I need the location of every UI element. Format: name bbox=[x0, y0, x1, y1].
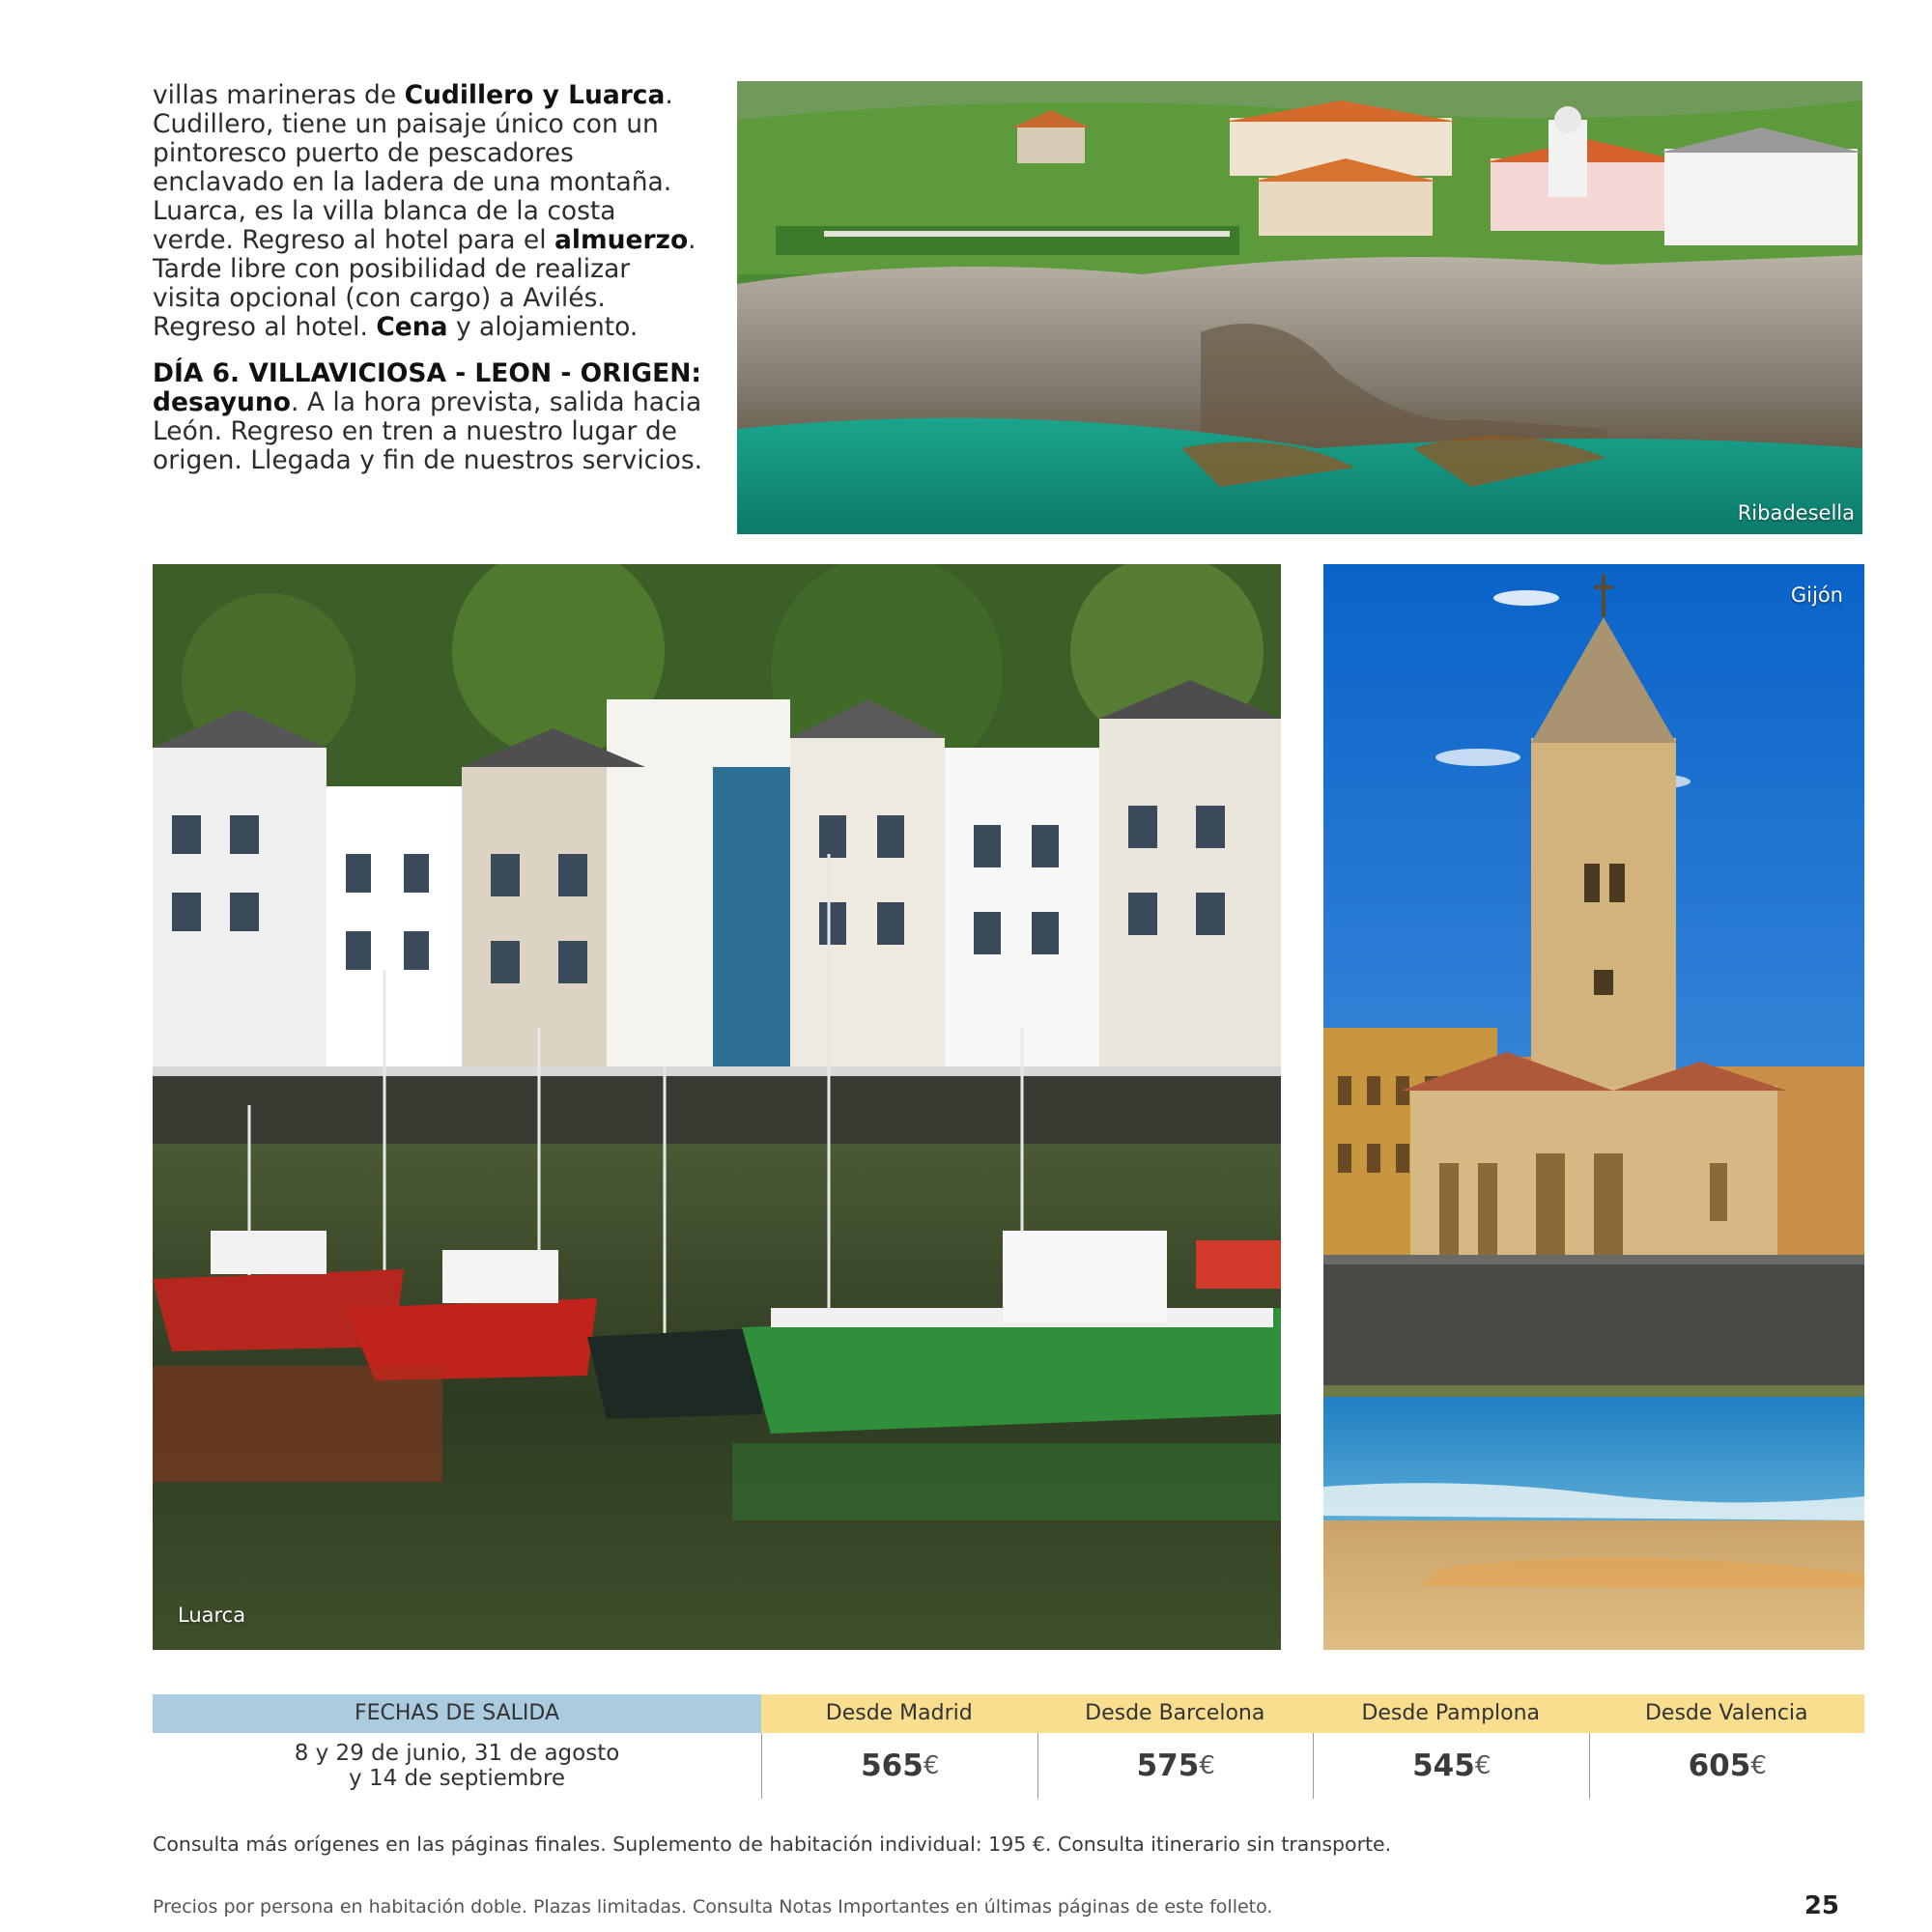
price-value: 565 bbox=[861, 1748, 923, 1783]
day6-paragraph bbox=[153, 359, 703, 475]
ribadesella-caption: Ribadesella bbox=[1737, 501, 1855, 525]
luarca-photo bbox=[153, 564, 1281, 1650]
departure-dates-line2: y 14 de septiembre bbox=[349, 1766, 565, 1791]
footer-disclaimer: Precios por persona en habitación doble. Plazas limitadas. Consulta Notas Importantes en últimas páginas de este folleto. bbox=[153, 1896, 1273, 1918]
currency-symbol: € bbox=[1199, 1751, 1215, 1780]
highlight-text: almuerzo bbox=[554, 225, 689, 255]
body-text: . Cudillero, tiene un paisaje único con un pintoresco puerto de pescadores enclavado en la ladera de una montaña. Luarca, es la villa blanca de la costa verde. Regreso al hotel para el bbox=[153, 80, 673, 255]
currency-symbol: € bbox=[923, 1751, 940, 1780]
price-value: 545 bbox=[1412, 1748, 1475, 1783]
price-cell bbox=[761, 1733, 1038, 1799]
day6-meal: desayuno bbox=[153, 387, 291, 417]
price-cell bbox=[1589, 1733, 1866, 1799]
price-table bbox=[153, 1694, 1864, 1799]
highlight-text: Cena bbox=[376, 312, 448, 342]
itinerary-text bbox=[153, 81, 703, 493]
body-text: villas marineras de bbox=[153, 80, 405, 110]
price-value: 575 bbox=[1136, 1748, 1200, 1783]
price-cell bbox=[1313, 1733, 1590, 1799]
gijon-caption: Gijón bbox=[1790, 583, 1843, 607]
price-value: 605 bbox=[1688, 1748, 1751, 1783]
supplement-note: Consulta más orígenes en las páginas finales. Suplemento de habitación individual: 195 €. Consulta itinerario sin transporte. bbox=[153, 1833, 1392, 1856]
origin-header: Desde Barcelona bbox=[1037, 1694, 1314, 1733]
ribadesella-photo bbox=[737, 81, 1862, 534]
dates-header: FECHAS DE SALIDA bbox=[153, 1694, 761, 1733]
origin-header: Desde Valencia bbox=[1589, 1694, 1865, 1733]
departure-dates-line1: 8 y 29 de junio, 31 de agosto bbox=[294, 1741, 620, 1766]
page-number: 25 bbox=[1804, 1891, 1839, 1920]
day6-text: . A la hora prevista, salida hacia León. Regreso en tren a nuestro lugar de origen. Llegada y fin de nuestros servicios. bbox=[153, 387, 703, 475]
body-text: y alojamiento. bbox=[447, 312, 639, 342]
currency-symbol: € bbox=[1474, 1751, 1492, 1780]
origin-header: Desde Madrid bbox=[761, 1694, 1037, 1733]
departure-dates bbox=[153, 1733, 761, 1799]
ribadesella-image bbox=[737, 81, 1862, 534]
luarca-caption: Luarca bbox=[178, 1604, 246, 1627]
price-cell bbox=[1037, 1733, 1315, 1799]
gijon-image bbox=[1323, 564, 1864, 1650]
day6-title: DÍA 6. VILLAVICIOSA - LEON - ORIGEN: bbox=[153, 358, 701, 388]
gijon-photo bbox=[1323, 564, 1864, 1650]
highlight-text: Cudillero y Luarca bbox=[404, 80, 666, 110]
day5-paragraph bbox=[153, 81, 703, 342]
luarca-image bbox=[153, 564, 1281, 1650]
currency-symbol: € bbox=[1750, 1751, 1767, 1780]
body-text: . Tarde libre con posibilidad de realizar visita opcional (con cargo) a Avilés. Regreso al hotel. bbox=[153, 225, 696, 342]
origin-header: Desde Pamplona bbox=[1313, 1694, 1589, 1733]
